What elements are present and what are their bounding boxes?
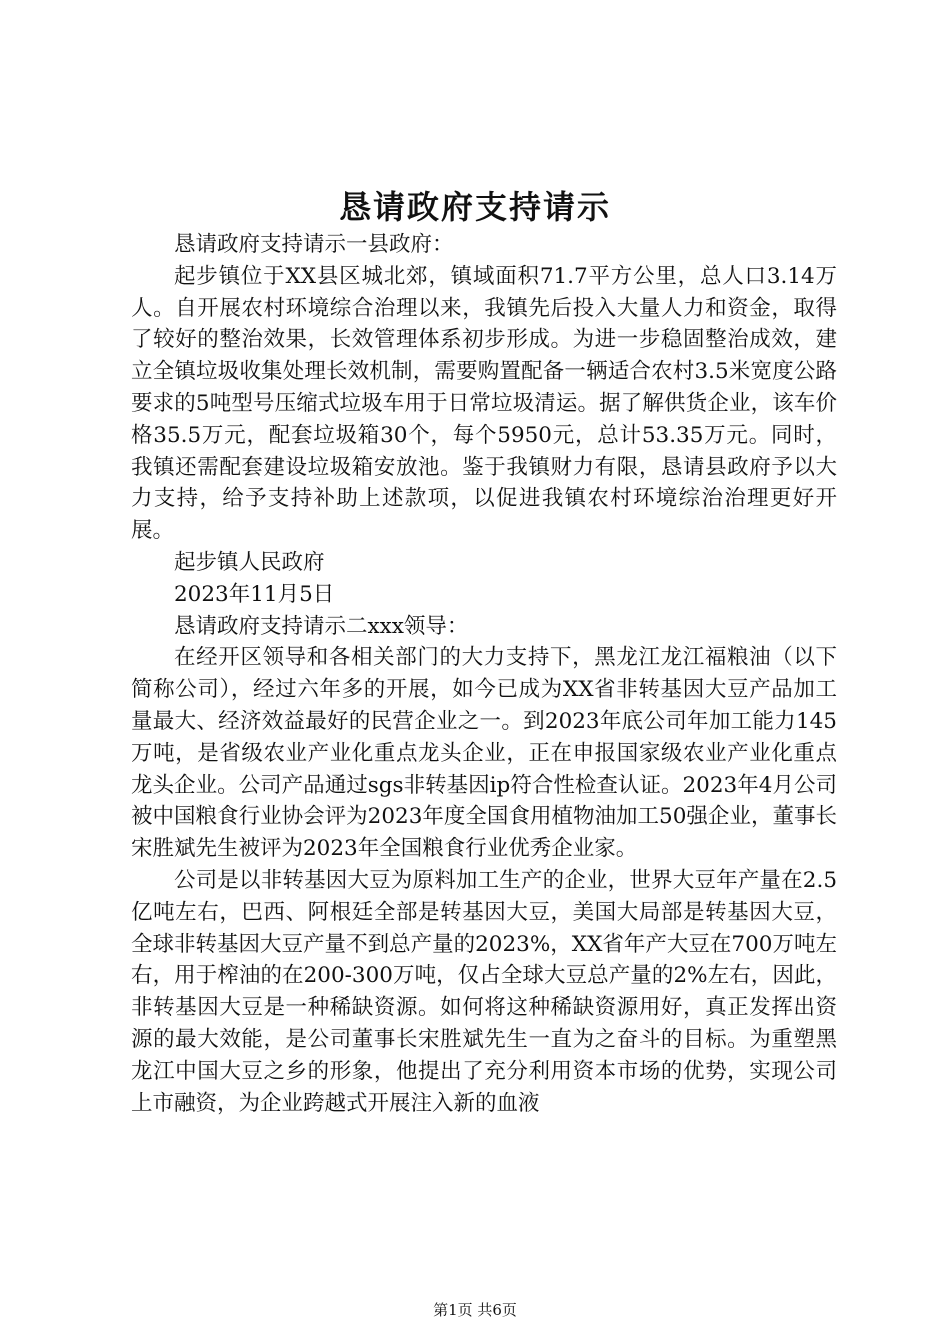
- salutation-1: 恳请政府支持请示一县政府：: [174, 232, 454, 257]
- body-paragraph: 起步镇位于XX县区城北郊，镇域面积71.7平方公里，总人口3.14万人。自开展农村环境综合治理以来，我镇先后投入大量人力和资金，取得了较好的整治效果，长效管理体系初步形成。为进一步稳固整治成效，建立全镇垃圾收集处理长效机制，需要购置配备一辆适合农村3.5米宽度公路要求的5吨型号压缩式垃圾车用于日常垃圾清运。据了解供货企业，该车价格35.5万元，配套垃圾箱30个，每个5950元，总计53.35万元。同时，我镇还需配套建设垃圾箱安放池。鉴于我镇财力有限，恳请县政府予以大力支持，给予支持补助上述款项，以促进我镇农村环境综治治理更好开展。: [131, 263, 837, 544]
- body-paragraph: 在经开区领导和各相关部门的大力支持下，黑龙江龙江福粮油（以下简称公司），经过六年多的开展，如今已成为XX省非转基因大豆产品加工量最大、经济效益最好的民营企业之一。到2023年底公司年加工能力145万吨，是省级农业产业化重点龙头企业，正在申报国家级农业产业化重点龙头企业。公司产品通过sgs非转基因ip符合性检查认证。2023年4月公司被中国粮食行业协会评为2023年度全国食用植物油加工50强企业，董事长宋胜斌先生被评为2023年全国粮食行业优秀企业家。: [131, 645, 837, 862]
- document-body: [131, 229, 837, 1119]
- page-number: 第1页 共6页: [433, 1301, 517, 1319]
- document-title: 恳请政府支持请示: [338, 188, 611, 226]
- body-paragraph: 公司是以非转基因大豆为原料加工生产的企业，世界大豆年产量在2.5亿吨左右，巴西、阿根廷全部是转基因大豆，美国大局部是转基因大豆，全球非转基因大豆产量不到总产量的2023%，XX省年产大豆在700万吨左右，用于榨油的在200-300万吨，仅占全球大豆总产量的2%左右，因此，非转基因大豆是一种稀缺资源。如何将这种稀缺资源用好，真正发挥出资源的最大效能，是公司董事长宋胜斌先生一直为之奋斗的目标。为重塑黑龙江中国大豆之乡的形象，他提出了充分利用资本市场的优势，实现公司上市融资，为企业跨越式开展注入新的血液: [131, 867, 837, 1116]
- salutation-2: 恳请政府支持请示二xxx领导：: [174, 613, 469, 639]
- signature-date: 2023年11月5日: [174, 581, 335, 607]
- signature-organization: 起步镇人民政府: [174, 549, 325, 575]
